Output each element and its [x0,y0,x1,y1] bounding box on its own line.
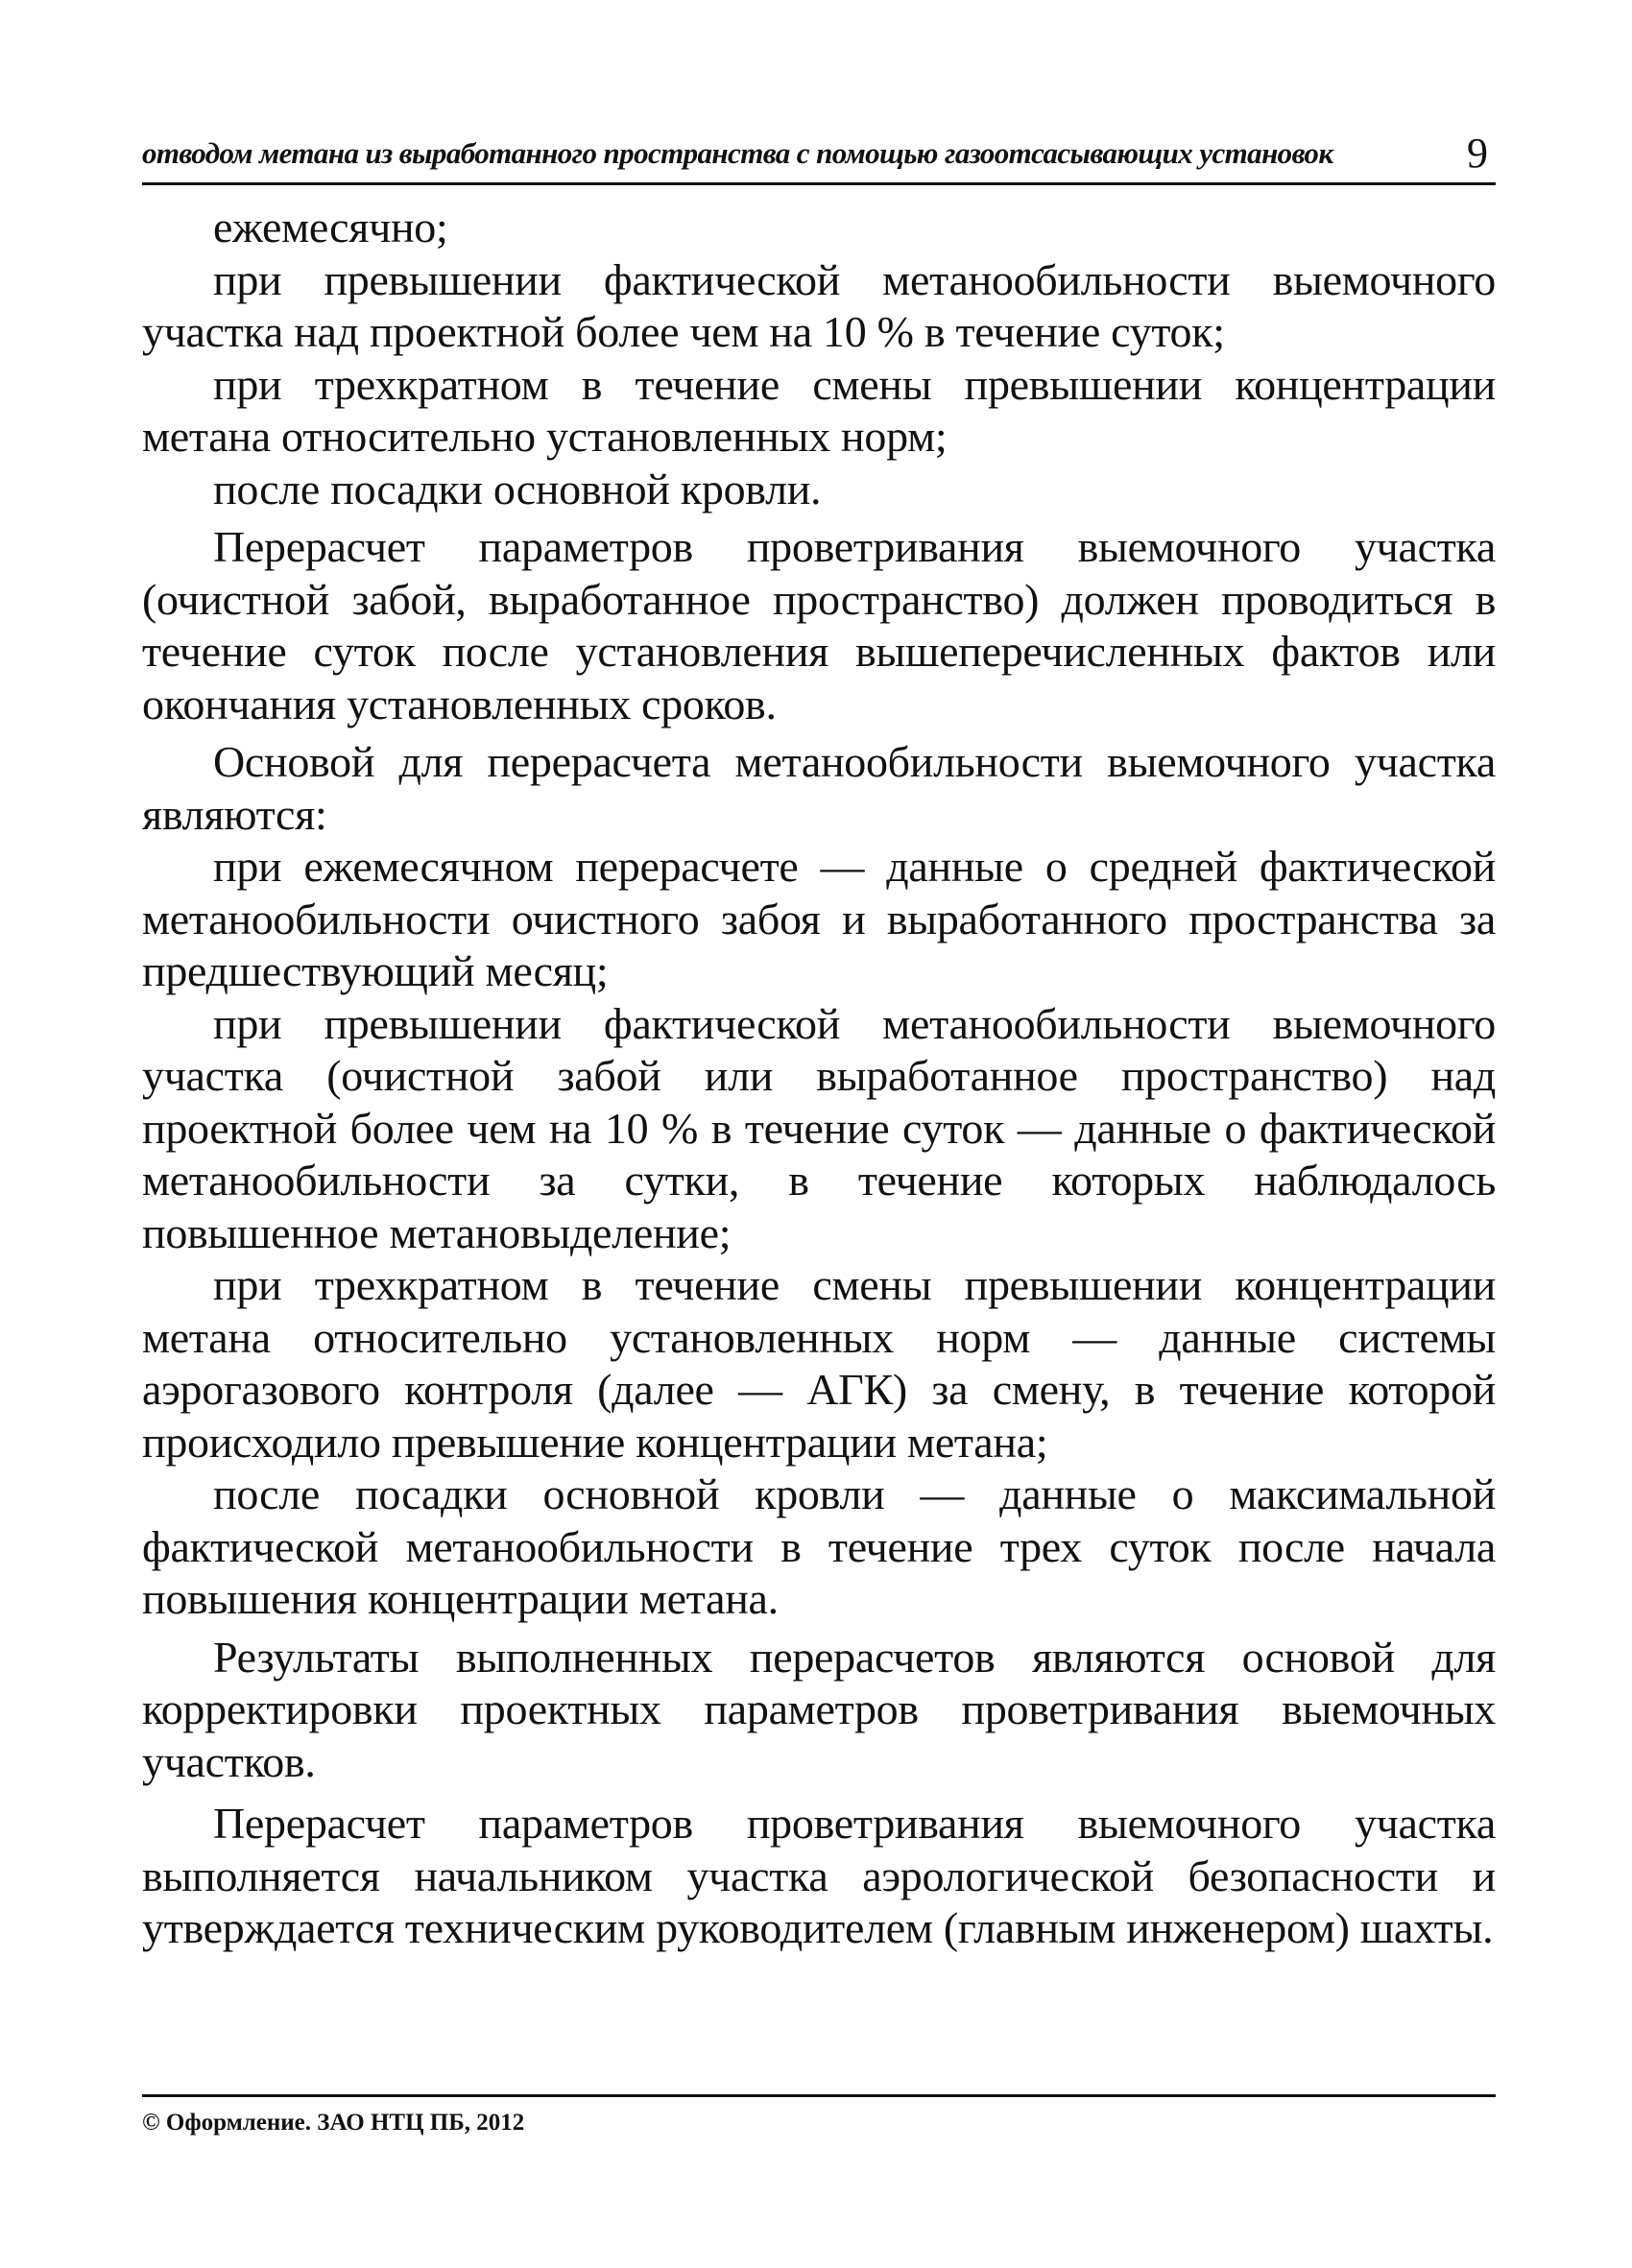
paragraph: при превышении фактической метанообильности выемочного участка (очистной забой или выработанное пространство) над проектной более чем на 10 % в течение суток — данные о фактической метанообильности за сутки, в течение которых наблюдалось повышенное метановыделение; [142,998,1496,1257]
paragraph: ежемесячно; [213,203,448,251]
paragraph: Результаты выполненных перерасчетов являются основой для корректировки проектных параметров проветривания выемочных участков. [142,1632,1496,1786]
paragraph: Основой для перерасчета метанообильности выемочного участка являются: [142,737,1496,839]
body-text [142,202,1496,1955]
paragraph: при превышении фактической метанообильности выемочного участка над проектной более чем на 10 % в течение суток; [142,254,1496,356]
page-number: 9 [1467,130,1488,177]
paragraph: после посадки основной кровли. [213,464,822,513]
document-page [142,0,1496,2268]
paragraph: при трехкратном в течение смены превышении концентрации метана относительно установленных норм — данные системы аэрогазового контроля (далее — АГК) за смену, в течение которой происходило превышение концентрации метана; [142,1260,1496,1467]
paragraph: после посадки основной кровли — данные о максимальной фактической метанообильности в течение трех суток после начала повышения концентрации метана. [142,1469,1496,1623]
running-header-title: отводом метана из выработанного пространства с помощью газоотсасывающих установок [142,136,1333,170]
copyright-footer: © Оформление. ЗАО НТЦ ПБ, 2012 [142,2110,525,2136]
paragraph: при трехкратном в течение смены превышении концентрации метана относительно установленных норм; [142,359,1496,461]
paragraph: Перерасчет параметров проветривания выемочного участка (очистной забой, выработанное пространство) должен проводиться в течение суток после установления вышеперечисленных фактов или окончания установленных сроков. [142,522,1496,728]
paragraph: при ежемесячном перерасчете — данные о средней фактической метанообильности очистного забоя и выработанного пространства за предшествующий месяц; [142,842,1496,995]
running-header [142,130,1496,185]
paragraph: Перерасчет параметров проветривания выемочного участка выполняется начальником участка аэрологической безопасности и утверждается техническим руководителем (главным инженером) шахты. [142,1799,1496,1952]
footer-rule [142,2094,1496,2097]
